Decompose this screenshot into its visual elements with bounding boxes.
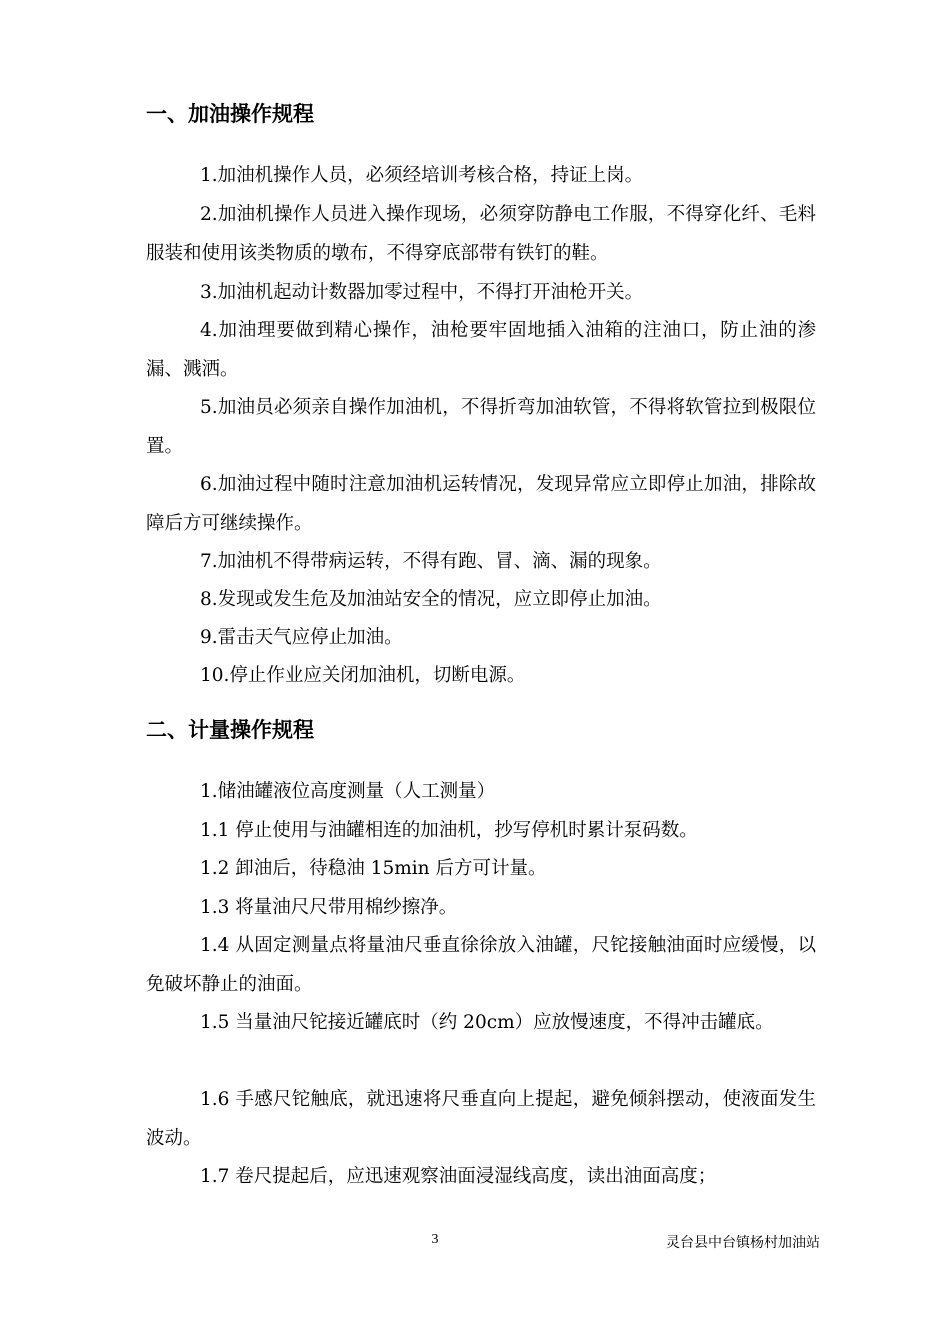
paragraph: 7.加油机不得带病运转，不得有跑、冒、滴、漏的现象。 — [200, 551, 662, 572]
paragraph: 4.加油理要做到精心操作，油枪要牢固地插入油箱的注油口，防止油的渗漏、溅洒。 — [146, 320, 816, 380]
paragraph: 1.7 卷尺提起后，应迅速观察油面浸湿线高度，读出油面高度； — [200, 1166, 717, 1187]
paragraph: 1.6 手感尺铊触底，就迅速将尺垂直向上提起，避免倾斜摆动，使液面发生波动。 — [146, 1089, 816, 1149]
paragraph: 1.加油机操作人员，必须经培训考核合格，持证上岗。 — [200, 165, 644, 186]
paragraph: 8.发现或发生危及加油站安全的情况，应立即停止加油。 — [200, 589, 662, 610]
paragraph: 6.加油过程中随时注意加油机运转情况，发现异常应立即停止加油，排除故障后方可继续操作。 — [146, 474, 816, 534]
section-heading: 二、计量操作规程 — [146, 718, 314, 742]
paragraph: 1.2 卸油后，待稳油 15min 后方可计量。 — [200, 858, 547, 879]
paragraph: 1.1 停止使用与油罐相连的加油机，抄写停机时累计泵码数。 — [200, 820, 698, 841]
paragraph: 1.5 当量油尺铊接近罐底时（约 20cm）应放慢速度，不得冲击罐底。 — [200, 1012, 774, 1033]
section-heading: 一、加油操作规程 — [146, 102, 314, 126]
paragraph: 1.4 从固定测量点将量油尺垂直徐徐放入油罐，尺铊接触油面时应缓慢，以免破坏静止的油面。 — [146, 935, 816, 995]
page-number: 3 — [431, 1232, 439, 1247]
paragraph: 1.储油罐液位高度测量（人工测量） — [200, 781, 496, 802]
footer-organization: 灵台县中台镇杨村加油站 — [666, 1235, 820, 1251]
paragraph: 1.3 将量油尺尺带用棉纱擦净。 — [200, 897, 458, 918]
paragraph: 9.雷击天气应停止加油。 — [200, 627, 403, 648]
paragraph: 2.加油机操作人员进入操作现场，必须穿防静电工作服，不得穿化纤、毛料服装和使用该类物质的墩布，不得穿底部带有铁钉的鞋。 — [146, 204, 816, 264]
paragraph: 5.加油员必须亲自操作加油机，不得折弯加油软管，不得将软管拉到极限位置。 — [146, 397, 816, 457]
paragraph: 10.停止作业应关闭加油机，切断电源。 — [200, 665, 526, 686]
paragraph: 3.加油机起动计数器加零过程中，不得打开油枪开关。 — [200, 282, 644, 303]
